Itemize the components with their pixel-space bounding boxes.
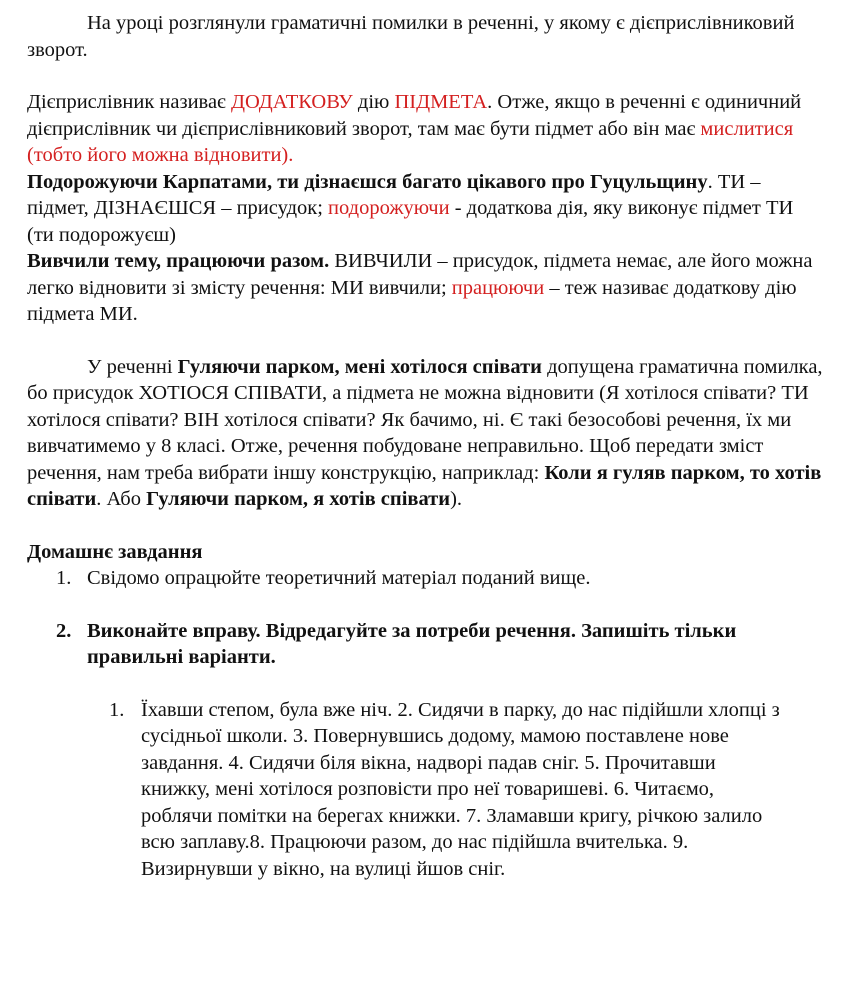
example-1-sentence: Подорожуючи Карпатами, ти дізнаєшся багато цікавого про Гуцульщину xyxy=(27,170,708,193)
rule-text: . Отже, якщо в реченні є одиничний дієприслівник чи дієприслівниковий зворот, там має бути підмет або він має xyxy=(27,91,802,140)
example-2-text: ВИВЧИЛИ – присудок, підмета немає, але його можна легко відновити зі змісту речення: МИ вивчили; xyxy=(27,250,813,299)
example-2-gerund: працюючи xyxy=(451,276,545,299)
example-1-text: - додаткова дія, яку виконує підмет ТИ (ти подорожуєш) xyxy=(27,197,794,246)
analysis-text: У реченні xyxy=(87,355,178,378)
example-1 xyxy=(27,169,824,249)
highlight-implied: мислитися (тобто його можна відновити). xyxy=(27,117,794,166)
rule-text: дію xyxy=(352,91,395,113)
task-text: Свідомо опрацюйте теоретичний матеріал поданий вище. xyxy=(87,567,591,589)
analysis-correct-sentence-1: Коли я гуляв парком, то хотів співати xyxy=(27,461,822,510)
homework-title: Домашнє завдання xyxy=(27,540,203,563)
highlight-additional: ДОДАТКОВУ xyxy=(230,91,353,113)
rule-paragraph xyxy=(27,89,824,169)
example-1-gerund: подорожуючи xyxy=(328,197,450,219)
analysis-correct-sentence-2: Гуляючи парком, я хотів співати xyxy=(146,488,451,510)
homework-task-1 xyxy=(27,565,824,592)
task-number: 2. xyxy=(56,619,72,642)
highlight-subject: ПІДМЕТА xyxy=(394,91,488,113)
example-2 xyxy=(27,248,824,328)
analysis-text: допущена граматична помилка, бо присудок ХОТІОСЯ СПІВАТИ, а підмета не можна відновити (Я хотілося співати? ТИ хотілося співати? ВІН хотілося співати? Як бачимо, ні. Є такі безособові речення, їх ми вивчатимемо у 8 класі. Отже, речення побудоване неправильно. Щоб передати зміст речення, нам треба вибрати іншу конструкцію, наприклад: xyxy=(27,355,823,484)
task-number: 1. xyxy=(56,567,72,589)
intro-paragraph: На уроці розглянули граматичні помилки в реченні, у якому є дієприслівниковий зворот. xyxy=(27,12,795,61)
example-2-sentence: Вивчили тему, працюючи разом. xyxy=(27,250,330,272)
analysis-text: . Або xyxy=(96,488,147,510)
exercise-text: Їхавши степом, була вже ніч. 2. Сидячи в парку, до нас підійшли хлопці з сусідньої школи. 3. Повернувшись додому, мамою поставлене нове завдання. 4. Сидячи біля вікна, надворі падав сніг. 5. Прочитавши книжку, мені хотілося розповісти про неї товаришеві. 6. Читаємо, роблячи помітки на берегах книжки. 7. Зламавши кригу, річкою залило всю заплаву.8. Працюючи разом, до нас підійшла вчителька. 9. Визирнувши у вікно, на вулиці йшов сніг. xyxy=(141,698,780,880)
homework-task-2 xyxy=(27,618,824,671)
rule-text: Дієприслівник називає xyxy=(27,91,231,113)
analysis-wrong-sentence: Гуляючи парком, мені хотілося співати xyxy=(177,355,542,378)
exercise-number: 1. xyxy=(109,698,125,721)
example-2-text: – теж називає додаткову дію підмета МИ. xyxy=(27,276,797,325)
task-text: Виконайте вправу. Відредагуйте за потреби речення. Запишіть тільки правильні варіанти. xyxy=(87,619,737,668)
example-1-text: . ТИ – підмет, ДІЗНАЄШСЯ – присудок; xyxy=(27,170,761,219)
analysis-paragraph xyxy=(27,354,824,513)
exercise-list-item xyxy=(27,697,824,883)
analysis-text: ). xyxy=(450,488,463,510)
